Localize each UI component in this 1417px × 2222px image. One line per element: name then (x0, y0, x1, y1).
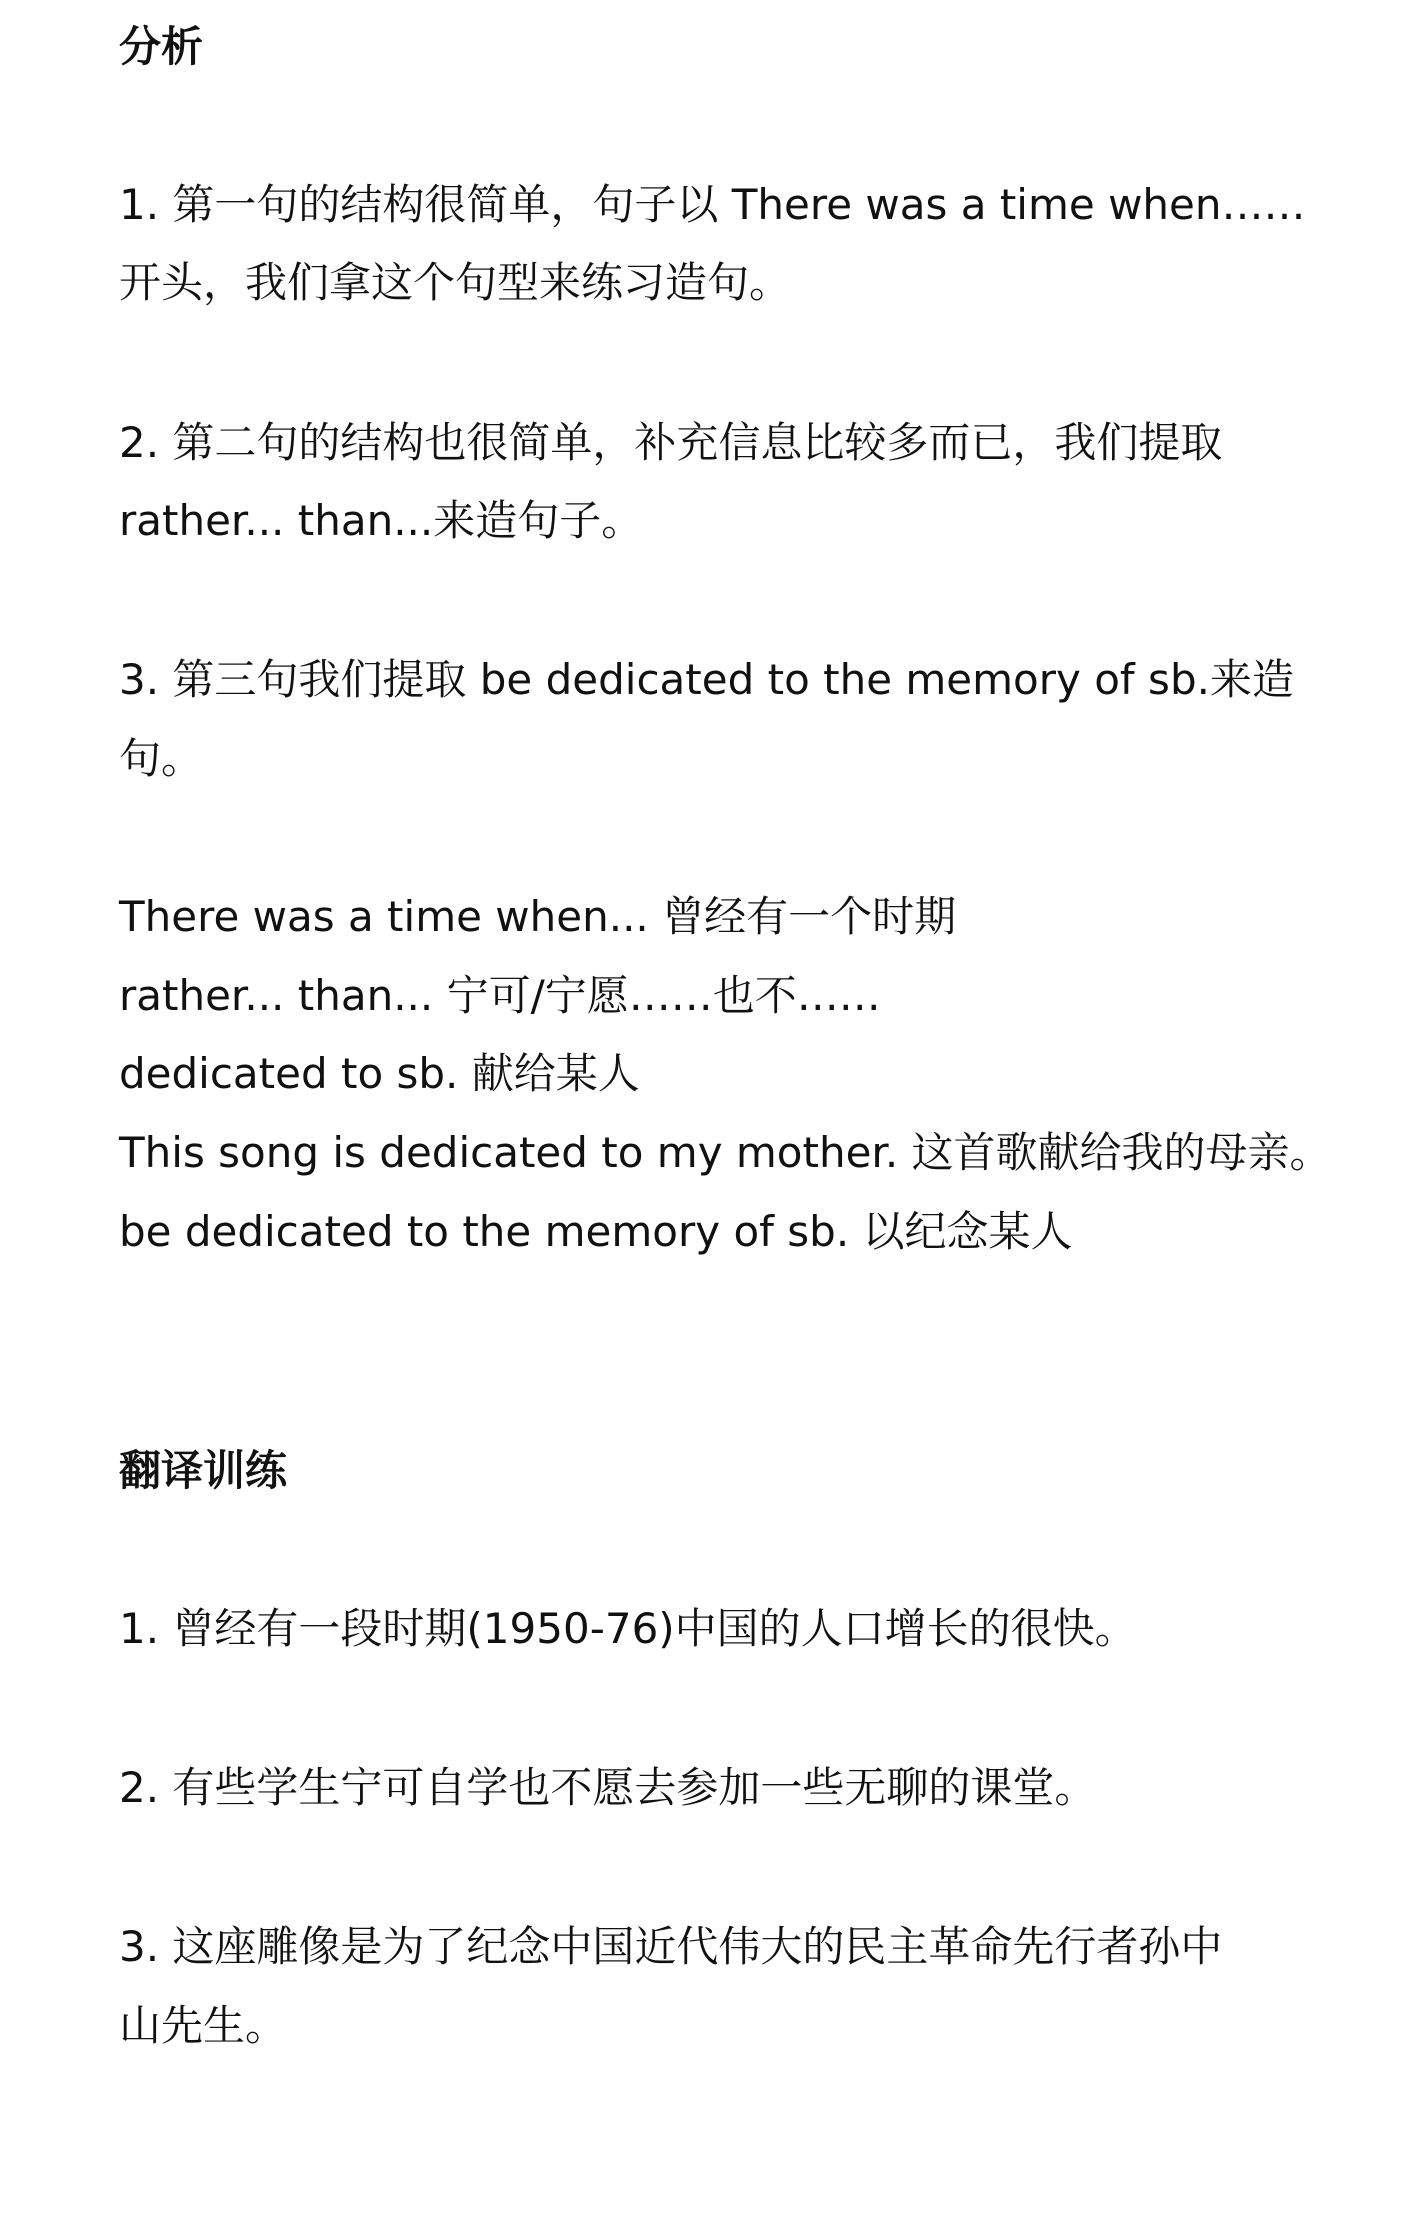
text-line: 开头，我们拿这个句型来练习造句。 (119, 258, 792, 307)
phrase-item: There was a time when... 曾经有一个时期 (119, 892, 957, 941)
analysis-heading: 分析 (119, 22, 204, 71)
phrase-item: This song is dedicated to my mother. 这首歌献给我的母亲。 (119, 1128, 1332, 1177)
text-line: 1. 第一句的结构很简单，句子以 There was a time when…… (119, 180, 1306, 229)
text-line: 1. 曾经有一段时期(1950-76)中国的人口增长的很快。 (119, 1604, 1137, 1653)
phrase-item: rather... than... 宁可/宁愿……也不…… (119, 971, 881, 1020)
text-line: 2. 有些学生宁可自学也不愿去参加一些无聊的课堂。 (119, 1763, 1097, 1812)
text-line: 3. 这座雕像是为了纪念中国近代伟大的民主革命先行者孙中 (119, 1922, 1223, 1971)
text-line: 句。 (119, 734, 204, 783)
text-line: 3. 第三句我们提取 be dedicated to the memory of sb.来造 (119, 655, 1294, 704)
phrase-item: dedicated to sb. 献给某人 (119, 1049, 640, 1098)
text-line: 2. 第二句的结构也很简单，补充信息比较多而已，我们提取 (119, 418, 1223, 467)
text-line: rather... than...来造句子。 (119, 496, 644, 545)
phrase-item: be dedicated to the memory of sb. 以纪念某人 (119, 1207, 1073, 1256)
translation-heading: 翻译训练 (119, 1446, 288, 1495)
text-line: 山先生。 (119, 2001, 288, 2050)
